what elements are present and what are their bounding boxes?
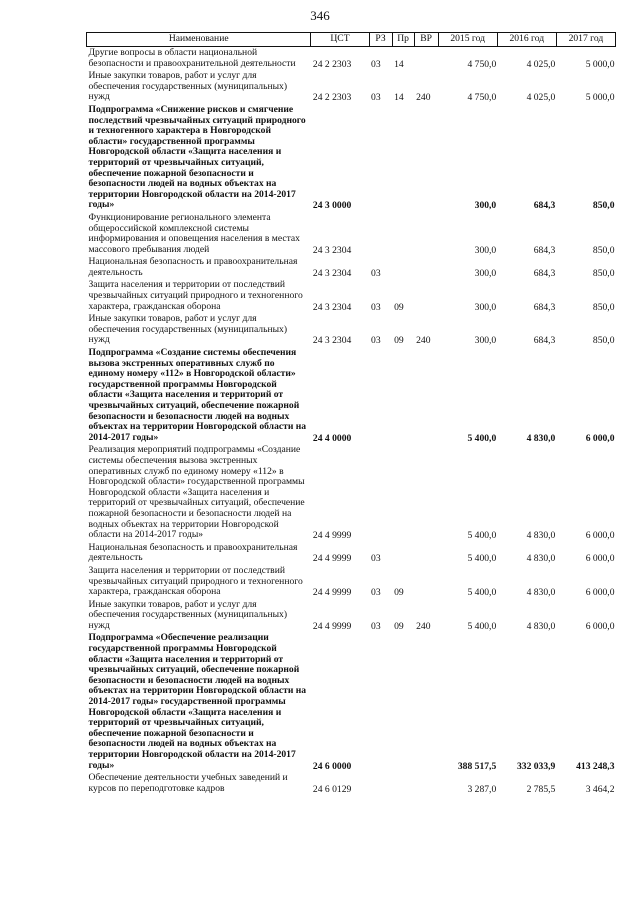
header-cst: ЦСТ	[311, 33, 369, 47]
row-2015: 5 400,0	[467, 587, 497, 599]
row-pr	[392, 212, 414, 256]
row-pr: 14	[394, 58, 404, 70]
row-rz	[369, 212, 392, 256]
row-2017: 850,0	[592, 244, 615, 256]
row-cst: 24 4 9999	[312, 530, 352, 542]
row-2017: 5 000,0	[585, 58, 615, 70]
row-vr	[414, 256, 438, 279]
row-2016: 4 025,0	[526, 92, 556, 104]
row-rz: 03	[371, 335, 381, 347]
row-vr	[414, 212, 438, 256]
row-pr	[392, 542, 414, 565]
row-name: Функционирование регионального элемента общероссийской комплексной системы информирования и оповещения населения в местах массового пребывания людей	[88, 211, 300, 255]
table-row	[87, 542, 616, 565]
header-rz: РЗ	[369, 33, 392, 47]
subprogram-row	[87, 104, 616, 212]
header-vr: ВР	[414, 33, 438, 47]
row-name: Подпрограмма «Создание системы обеспечения вызова экстренных оперативных служб по единому номеру «112» в Новгородской области» государственной программы Новгородской области «Защита населения и территорий от чрезвычайных ситуаций, обеспечение пожарной безопасности и безопасности людей на водных объектах на территории Новгородской области на 2014-2017 годы»	[88, 347, 307, 443]
row-2016: 4 025,0	[526, 58, 556, 70]
row-cst: 24 4 9999	[312, 620, 352, 632]
row-2016: 684,3	[533, 301, 556, 313]
row-cst: 24 3 2304	[312, 267, 352, 279]
row-pr	[392, 772, 414, 795]
table-row	[87, 212, 616, 256]
row-2015: 5 400,0	[467, 530, 497, 542]
row-vr	[414, 104, 438, 212]
row-rz: 03	[371, 58, 381, 70]
header-2016: 2016 год	[497, 33, 556, 47]
row-2017: 6 000,0	[585, 620, 615, 632]
row-2015: 300,0	[474, 244, 497, 256]
row-2017: 6 000,0	[585, 530, 615, 542]
row-2016: 4 830,0	[526, 553, 556, 565]
row-rz: 03	[371, 301, 381, 313]
row-cst: 24 6 0129	[312, 783, 352, 795]
row-pr	[392, 104, 414, 212]
row-2015: 4 750,0	[467, 92, 497, 104]
row-cst: 24 4 0000	[312, 432, 352, 444]
row-cst: 24 4 9999	[312, 587, 352, 599]
row-cst: 24 2 2303	[312, 92, 352, 104]
row-name: Реализация мероприятий подпрограммы «Создание системы обеспечения вызова экстренных оперативных служб по единому номеру «112» в Новгородской области» государственной программы Новгородской области «Защита населения и территорий от чрезвычайных ситуаций, обеспечение пожарной безопасности и безопасности людей на водных объектах на территории Новгородской области на 2014-2017 годы»	[88, 444, 305, 541]
table-row	[87, 256, 616, 279]
row-vr: 240	[416, 620, 431, 632]
row-vr	[414, 772, 438, 795]
table-row	[87, 565, 616, 599]
table-row	[87, 279, 616, 313]
row-2016: 2 785,5	[526, 783, 556, 795]
table-row	[87, 47, 616, 71]
row-cst: 24 4 9999	[312, 553, 352, 565]
budget-table	[86, 32, 616, 795]
table-row	[87, 313, 616, 347]
row-name: Обеспечение деятельности учебных заведений и курсов по переподготовке кадров	[88, 772, 288, 794]
row-vr	[414, 47, 438, 71]
subprogram-row	[87, 347, 616, 444]
row-pr	[392, 256, 414, 279]
row-2016: 684,3	[533, 244, 556, 256]
row-2017: 850,0	[592, 200, 615, 212]
row-rz	[369, 347, 392, 444]
row-2016: 4 830,0	[526, 530, 556, 542]
row-pr: 14	[394, 92, 404, 104]
row-pr: 09	[394, 335, 404, 347]
row-2017: 413 248,3	[576, 760, 615, 772]
row-rz: 03	[371, 92, 381, 104]
row-vr	[414, 632, 438, 772]
row-2015: 3 287,0	[467, 783, 497, 795]
row-name: Другие вопросы в области национальной безопасности и правоохранительной деятельности	[88, 47, 296, 69]
row-2016: 684,3	[533, 267, 556, 279]
row-name: Подпрограмма «Снижение рисков и смягчение последствий чрезвычайных ситуаций природного и техногенного характера в Новгородской области» государственной программы Новгородской области «Защита населения и территорий от чрезвычайных ситуаций, обеспечение пожарной безопасности и безопасности людей на водных объектах на территории Новгородской области на 2014-2017 годы»	[88, 103, 306, 211]
table-row	[87, 599, 616, 633]
header-name: Наименование	[87, 33, 311, 47]
row-cst: 24 2 2303	[312, 58, 352, 70]
table-row	[87, 444, 616, 541]
row-2015: 5 400,0	[467, 620, 497, 632]
row-vr	[414, 347, 438, 444]
row-pr: 09	[394, 301, 404, 313]
row-vr: 240	[416, 92, 431, 104]
row-name: Подпрограмма «Обеспечение реализации государственной программы Новгородской области «Защита населения и территорий от чрезвычайных ситуаций, обеспечение пожарной безопасности и безопасности людей на водных объектах на территории Новгородской области на 2014-2017 годы» государственной программы Новгородской области «Защита населения и территорий от чрезвычайных ситуаций, обеспечение пожарной безопасности и безопасности людей на водных объектах на территории Новгородской области на 2014-2017 годы»	[88, 632, 307, 771]
row-cst: 24 6 0000	[312, 760, 352, 772]
row-name: Защита населения и территории от последствий чрезвычайных ситуаций природного и техногенного характера, гражданская оборона	[88, 279, 303, 312]
row-vr	[414, 444, 438, 541]
row-rz: 03	[371, 587, 381, 599]
row-rz: 03	[371, 267, 381, 279]
row-2016: 684,3	[533, 200, 556, 212]
row-rz	[369, 104, 392, 212]
row-2015: 5 400,0	[467, 553, 497, 565]
row-2017: 850,0	[592, 267, 615, 279]
row-2015: 4 750,0	[467, 58, 497, 70]
row-cst: 24 3 0000	[312, 200, 352, 212]
table-header-row	[87, 33, 616, 47]
subprogram-row	[87, 632, 616, 772]
row-rz	[369, 632, 392, 772]
row-pr	[392, 632, 414, 772]
row-2017: 6 000,0	[585, 432, 615, 444]
row-cst: 24 3 2304	[312, 244, 352, 256]
row-rz: 03	[371, 620, 381, 632]
row-pr	[392, 444, 414, 541]
row-2015: 388 517,5	[457, 760, 497, 772]
row-2015: 300,0	[474, 335, 497, 347]
row-name: Национальная безопасность и правоохранительная деятельность	[88, 256, 298, 278]
row-2015: 300,0	[474, 267, 497, 279]
row-cst: 24 3 2304	[312, 301, 352, 313]
row-pr: 09	[394, 587, 404, 599]
header-pr: Пр	[392, 33, 414, 47]
row-rz	[369, 444, 392, 541]
row-2016: 684,3	[533, 335, 556, 347]
row-2017: 850,0	[592, 301, 615, 313]
table-row	[87, 772, 616, 795]
row-vr	[414, 542, 438, 565]
header-2015: 2015 год	[438, 33, 497, 47]
table-row	[87, 70, 616, 104]
row-name: Защита населения и территории от последствий чрезвычайных ситуаций природного и техногенного характера, гражданская оборона	[88, 564, 303, 598]
row-name: Национальная безопасность и правоохранительная деятельность	[88, 541, 298, 564]
row-pr	[392, 347, 414, 444]
page-number: 346	[310, 8, 330, 23]
row-2016: 4 830,0	[526, 587, 556, 599]
row-cst: 24 3 2304	[312, 335, 352, 347]
row-2017: 6 000,0	[585, 587, 615, 599]
row-2016: 4 830,0	[526, 620, 556, 632]
row-2017: 3 464,2	[585, 783, 615, 795]
row-name: Иные закупки товаров, работ и услуг для обеспечения государственных (муниципальных) нужд	[88, 313, 288, 346]
row-2017: 850,0	[592, 335, 615, 347]
row-rz: 03	[371, 553, 381, 565]
row-rz	[369, 772, 392, 795]
row-2017: 6 000,0	[585, 553, 615, 565]
row-2015: 300,0	[474, 301, 497, 313]
row-2016: 332 033,9	[516, 760, 556, 772]
row-vr	[414, 279, 438, 313]
row-pr: 09	[394, 620, 404, 632]
row-name: Иные закупки товаров, работ и услуг для обеспечения государственных (муниципальных) нужд	[88, 70, 288, 103]
row-vr: 240	[416, 335, 431, 347]
row-name: Иные закупки товаров, работ и услуг для обеспечения государственных (муниципальных) нужд	[88, 598, 288, 631]
row-2015: 5 400,0	[467, 432, 497, 444]
header-2017: 2017 год	[556, 33, 615, 47]
row-vr	[414, 565, 438, 599]
row-2016: 4 830,0	[526, 432, 556, 444]
row-2015: 300,0	[474, 200, 497, 212]
row-2017: 5 000,0	[585, 92, 615, 104]
